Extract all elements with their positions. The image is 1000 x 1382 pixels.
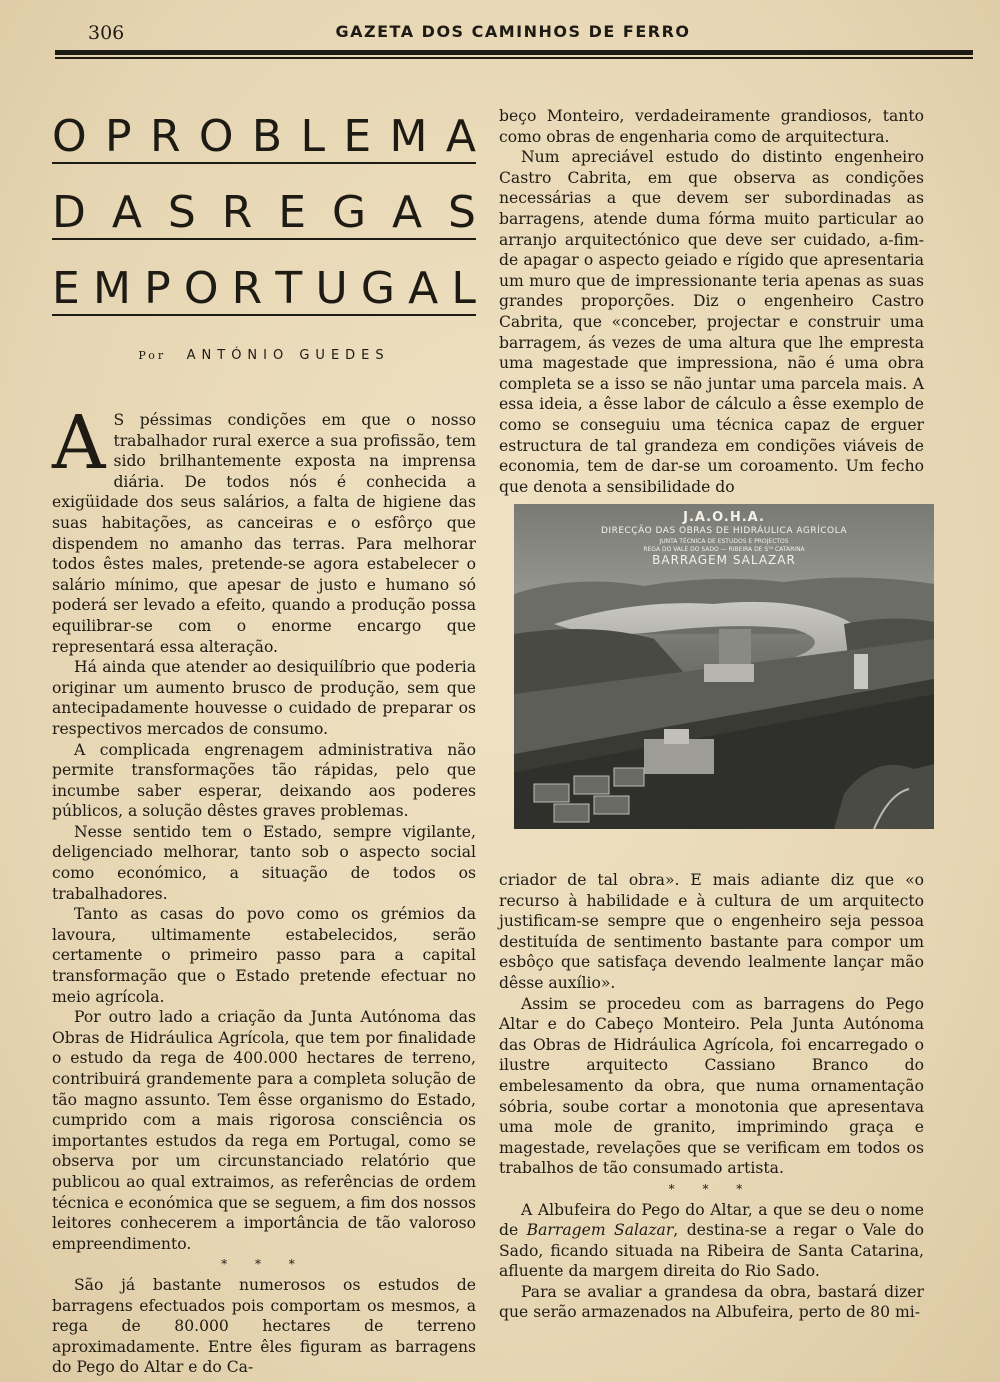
title-letter: R <box>149 111 181 162</box>
byline-prefix: Por <box>138 349 167 362</box>
section-separator: * * * <box>668 1181 755 1196</box>
title-letter: M <box>389 111 428 162</box>
title-letter: A <box>445 111 476 162</box>
dam-photograph <box>514 504 934 829</box>
paragraph: Nesse sentido tem o Estado, sempre vigilante, deligenciado melhorar, tanto sob o aspecto social como económico, a situação de todos os trabalhadores. <box>52 822 476 903</box>
author-name: ANTÓNIO GUEDES <box>186 348 390 363</box>
right-column-bottom <box>499 870 924 1323</box>
left-column <box>52 400 476 1378</box>
title-letter: E <box>278 187 307 238</box>
italic-name: Barragem Salazar <box>526 1221 674 1240</box>
photo-caption-line: DIRECÇÃO DAS OBRAS DE HIDRÁULICA AGRÍCOLA <box>601 526 847 536</box>
title-letter: P <box>105 111 132 162</box>
section-separator: * * * <box>221 1257 307 1272</box>
title-letter: L <box>300 111 325 162</box>
paragraph: A complicada engrenagem administrativa não permite transformações tão rápidas, pelo que incumbe saber esperar, deixando aos poderes públicos, a solução dêstes graves problemas. <box>52 740 476 821</box>
running-title: GAZETA DOS CAMINHOS DE FERRO <box>335 22 691 41</box>
paragraph-text: S péssimas condições em que o nosso trabalhador rural exerce a sua profissão, tem sido brilhantemente exposta na imprensa diária. De todos nós é conhecida a exigüidade dos seus salários, a falta de higiene das suas habitações, as canceiras e o esfôrço que dispendem no amanho das terras. Para melhorar todos êstes males, pretende-se agora estabelecer o salário mínimo, que apesar de justo e humano só poderá ser levado a efeito, quando a produção possa equilibrar-se com o enorme encargo que representará essa alteração. <box>52 411 476 656</box>
article-title <box>52 100 476 328</box>
paragraph: Há ainda que atender ao desiquilíbrio que poderia originar um aumento brusco de produção, sem que antecipadamente houvesse o cuidado de preparar os respectivos mercados de consumo. <box>52 658 476 738</box>
title-letter: S <box>167 187 196 238</box>
title-letter: P <box>144 263 171 314</box>
page-header <box>52 20 974 48</box>
title-line-3 <box>52 252 476 316</box>
title-line-1 <box>52 100 476 164</box>
title-letter: R <box>231 263 263 314</box>
title-letter: G <box>360 263 395 314</box>
title-letter: B <box>251 111 283 162</box>
paragraph: Por outro lado a criação da Junta Autónoma das Obras de Hidráulica Agrícola, que tem por finalidade o estudo da rega de 400.000 hectares de terreno, contribuirá grandemente para a completa solução de tão magno assunto. Tem êsse organismo do Estado, cumprido com a mais rigorosa consciência os importantes estudos da rega em Portugal, como se observa por um circunstanciado relatório que publicou ao qual extraimos, as referências de ordem técnica e económica que se seguem, a fim dos nossos leitores conhecerem a importância de tão valoroso empreendimento. <box>52 1008 476 1253</box>
title-letter: G <box>331 187 367 238</box>
paragraph: beço Monteiro, verdadeiramente grandiosos, tanto como obras de engenharia como de arquitectura. <box>499 107 924 146</box>
paragraph <box>499 1200 924 1282</box>
paragraph: Num apreciável estudo do distinto engenheiro Castro Cabrita, em que observa as condições necessárias a que devem ser subordinadas as barragens, atende duma fórma muito particular ao arranjo arquitectónico que deve ser cuidado, a-fim-de apagar o aspecto geiado e rígido que apresentaria um muro que de impressionante teria apenas as suas grandes proporções. Diz o engenheiro Castro Cabrita, que «conceber, projectar e construir uma barragem, ás vezes de uma altura que lhe empresta uma magestade que impressiona, não é uma obra completa se a isso se não juntar uma parcela mais. A essa ideia, a êsse labor de cálculo a êsse exemplo de como se conseguiu uma técnica capaz de erguer estructura de tal grandeza em condições viáveis de economia, tem de dar-se um coroamento. Um fecho que denota a sensibilidade do <box>499 148 924 496</box>
dropcap: A <box>52 400 106 486</box>
title-letter: L <box>451 263 476 314</box>
photo-caption-name: BARRAGEM SALAZAR <box>652 553 796 567</box>
page-number: 306 <box>88 22 125 44</box>
title-line-2 <box>52 176 476 240</box>
header-rule <box>55 50 973 59</box>
title-letter: O <box>52 111 87 162</box>
title-letter: S <box>448 187 476 238</box>
photo-caption-line: REGA DO VALE DO SADO — RIBEIRA DE Sᵀᴬ CATARINA <box>643 546 805 553</box>
paragraph: criador de tal obra». E mais adiante diz que «o recurso à habilidade e à cultura de um arquitecto justificam-se sempre que o engenheiro seja pessoa destituída de sentimento bastante para compor um esbôço que satisfaça devendo lealmente lançar mão dêsse auxílio». <box>499 871 924 992</box>
title-letter: M <box>92 263 131 314</box>
paragraph-text: A Albufeira do Pego do Altar, a que se deu o nome de <box>499 1200 924 1240</box>
paragraph: Tanto as casas do povo como os grémios da lavoura, ultimamente estabelecidos, serão certamente o primeiro passo para a capital transformação que o Estado pretende efectuar no meio agrícola. <box>52 905 476 1006</box>
paragraph-lead <box>52 400 476 657</box>
title-letter: O <box>198 111 234 162</box>
title-letter: A <box>111 187 142 238</box>
title-letter: A <box>408 263 439 314</box>
title-letter: O <box>183 263 219 314</box>
right-column-top <box>499 106 924 497</box>
byline <box>52 348 476 363</box>
paragraph: Para se avaliar a grandesa da obra, bastará dizer que serão armazenados na Albufeira, perto de 80 mi- <box>499 1282 924 1322</box>
title-letter: U <box>315 263 348 314</box>
photo-caption-line: JUNTA TÉCNICA DE ESTUDOS E PROJECTOS <box>659 538 789 545</box>
title-letter: A <box>391 187 423 238</box>
title-letter: T <box>275 263 303 314</box>
paragraph: São já bastante numerosos os estudos de barragens efectuados pois comportam os mesmos, a rega de 80.000 hectares de terreno aproximadamente. Entre êles figuram as barragens do Pego do Altar e do Ca- <box>52 1275 476 1377</box>
title-letter: E <box>343 111 372 162</box>
title-letter: E <box>52 263 80 314</box>
title-letter: D <box>52 187 86 238</box>
photo-caption-title: J.A.O.H.A. <box>683 510 765 525</box>
paragraph: Assim se procedeu com as barragens do Pego Altar e do Cabeço Monteiro. Pela Junta Autónoma das Obras de Hidráulica Agrícola, foi encarregado o ilustre arquitecto Cassiano Branco do embelesamento da obra, que numa ornamentação sóbria, soube cortar a monotonia que apresentava uma mole de granito, imprimindo graça e magestade, revelações que se verificam em todos os trabalhos de tão consumado artista. <box>499 994 924 1178</box>
title-letter: R <box>221 187 253 238</box>
paragraph-text: , destina-se a regar o Vale do Sado, ficando situada na Ribeira de Santa Catarina, afluente da margem direita do Rio Sado. <box>499 1221 924 1281</box>
